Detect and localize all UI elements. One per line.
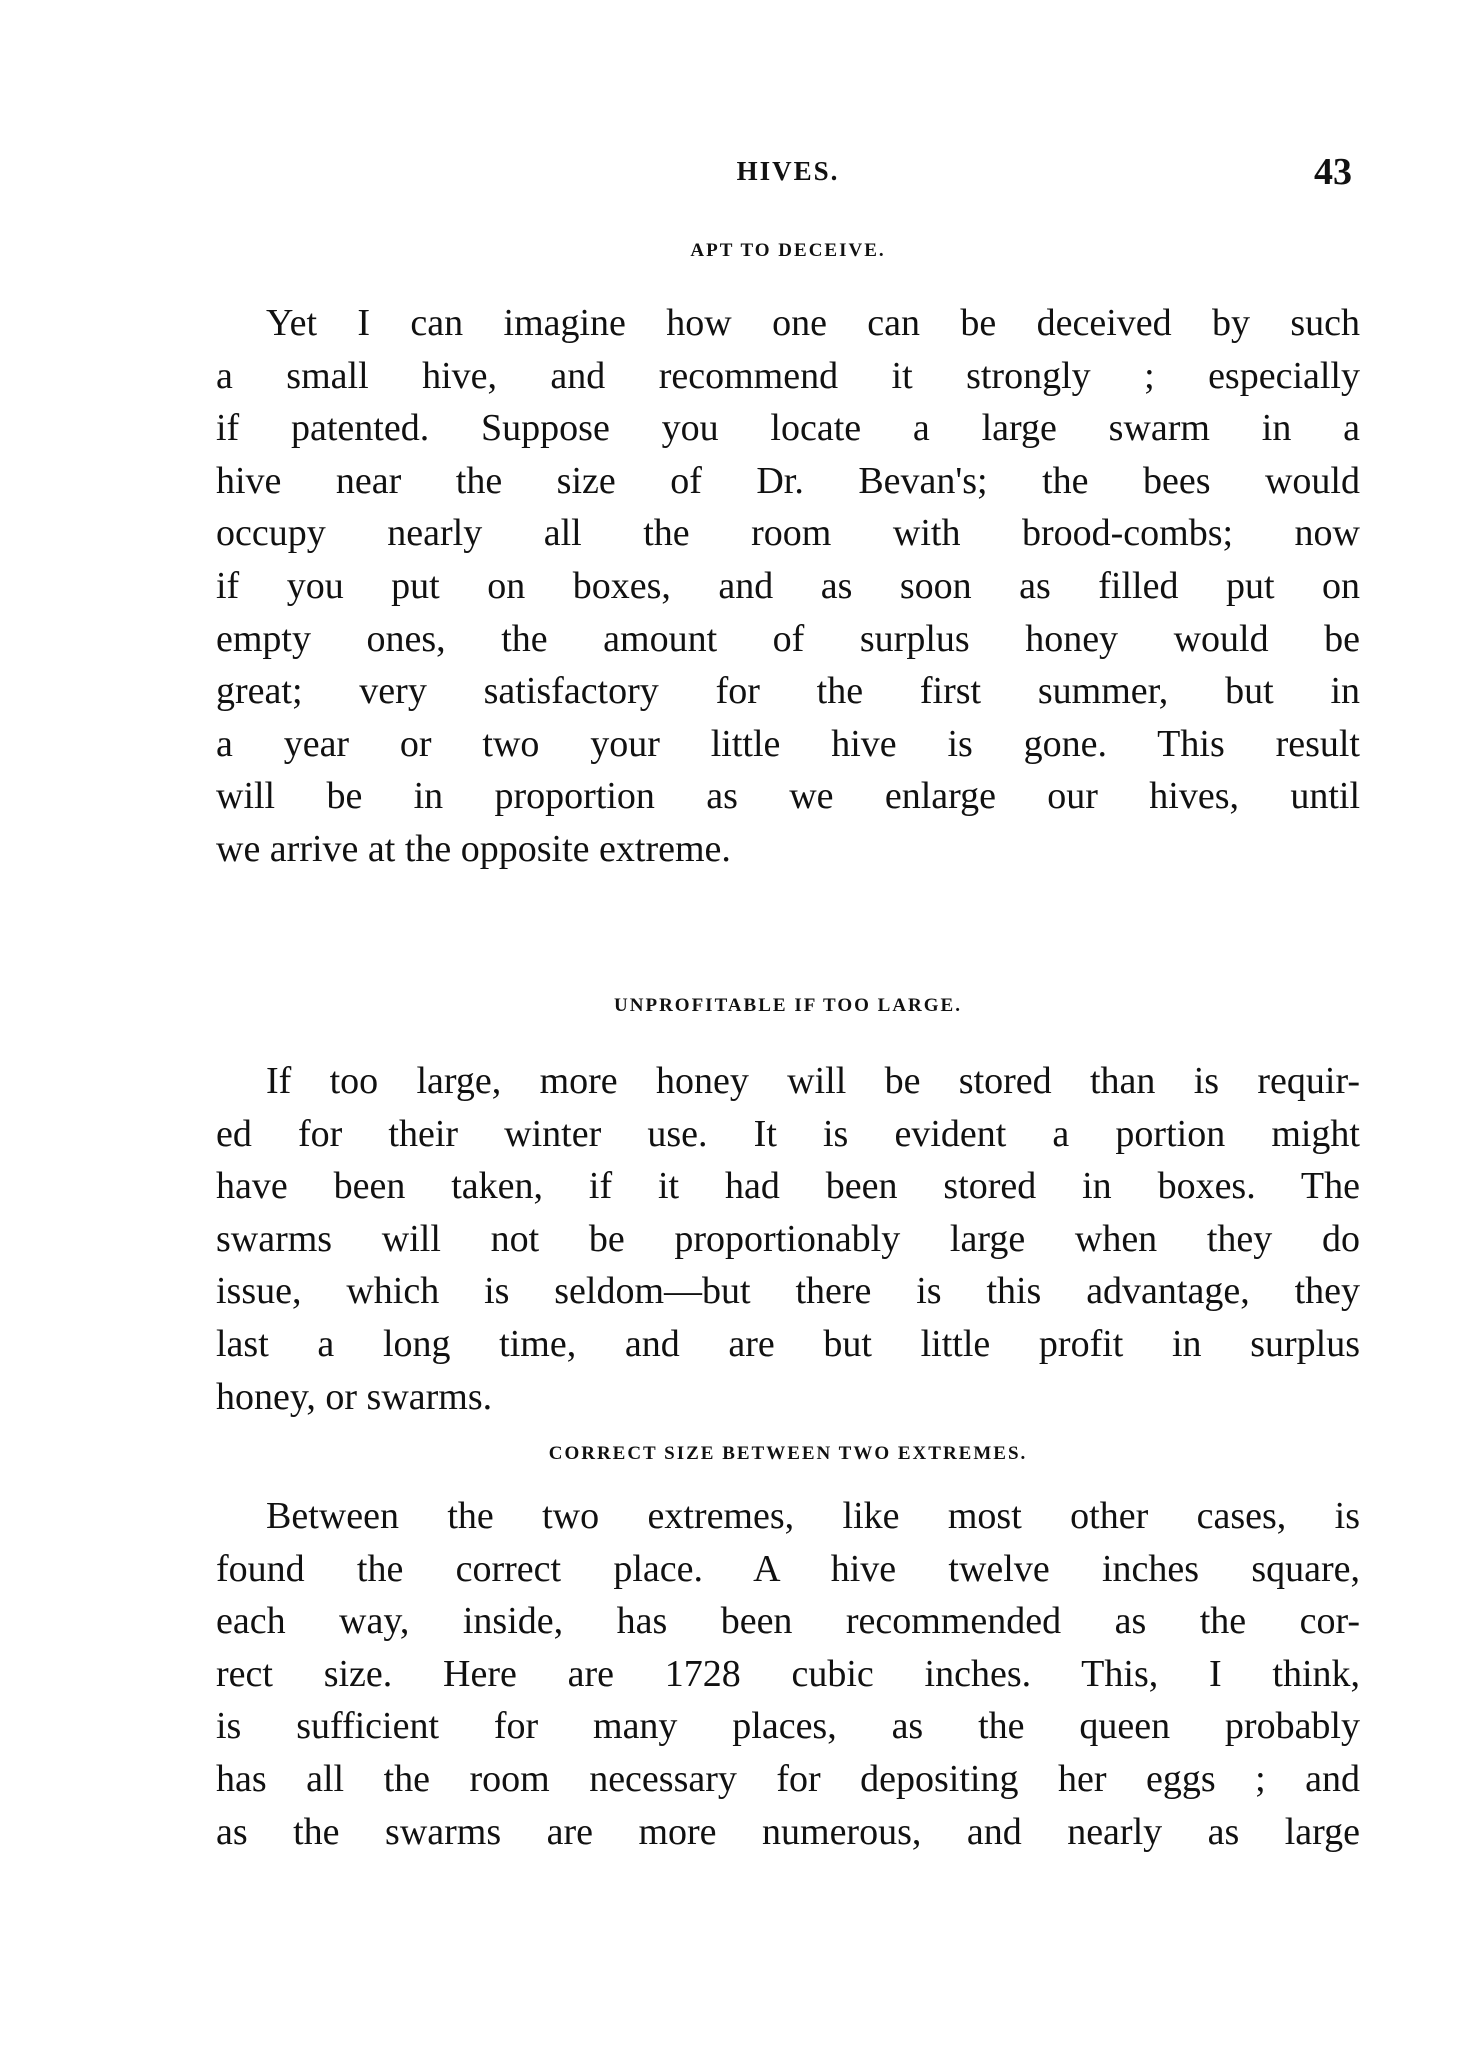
section-heading-correct-size: CORRECT SIZE BETWEEN TWO EXTREMES. (548, 1443, 1028, 1464)
text-line: Between the two extremes, like most other cases, is (266, 1495, 1360, 1537)
text-line: hive near the size of Dr. Bevan's; the bees would (216, 459, 1360, 502)
paragraph-apt-to-deceive (216, 297, 1360, 876)
text-line: swarms will not be proportionably large when they do (216, 1217, 1360, 1260)
text-line: issue, which is seldom—but there is this advantage, they (216, 1270, 1360, 1313)
text-line: found the correct place. A hive twelve inches square, (216, 1547, 1360, 1590)
text-line: great; very satisfactory for the first summer, but in (216, 670, 1360, 713)
text-line: a small hive, and recommend it strongly ; especially (216, 354, 1360, 397)
text-line: honey, or swarms. (216, 1375, 493, 1418)
text-line: empty ones, the amount of surplus honey would be (216, 617, 1360, 660)
text-line: has all the room necessary for depositing her eggs ; and (216, 1757, 1360, 1800)
paragraph-correct-size (216, 1490, 1360, 1858)
text-line: rect size. Here are 1728 cubic inches. This, I think, (216, 1652, 1360, 1695)
text-line: ed for their winter use. It is evident a portion might (216, 1112, 1360, 1155)
text-line: occupy nearly all the room with brood-combs; now (216, 512, 1360, 555)
paragraph-unprofitable (216, 1055, 1360, 1423)
text-line: each way, inside, has been recommended as the cor- (216, 1600, 1360, 1643)
running-head (216, 150, 1360, 194)
page-number: 43 (1314, 151, 1352, 193)
text-line: if you put on boxes, and as soon as filled put on (216, 564, 1360, 607)
text-line: we arrive at the opposite extreme. (216, 827, 731, 870)
text-line: if patented. Suppose you locate a large swarm in a (216, 407, 1360, 450)
text-line: will be in proportion as we enlarge our hives, until (216, 775, 1360, 818)
section-heading-unprofitable: UNPROFITABLE IF TOO LARGE. (614, 995, 962, 1016)
text-line: a year or two your little hive is gone. This result (216, 722, 1360, 765)
text-line: is sufficient for many places, as the queen probably (216, 1705, 1360, 1748)
text-line: as the swarms are more numerous, and nearly as large (216, 1810, 1360, 1853)
text-line: Yet I can imagine how one can be deceived by such (266, 302, 1360, 344)
text-line: If too large, more honey will be stored than is requir- (266, 1060, 1360, 1102)
section-heading-apt-to-deceive: APT TO DECEIVE. (690, 240, 886, 261)
text-line: have been taken, if it had been stored in boxes. The (216, 1165, 1360, 1208)
running-head-title: HIVES. (736, 156, 840, 186)
text-line: last a long time, and are but little profit in surplus (216, 1322, 1360, 1365)
